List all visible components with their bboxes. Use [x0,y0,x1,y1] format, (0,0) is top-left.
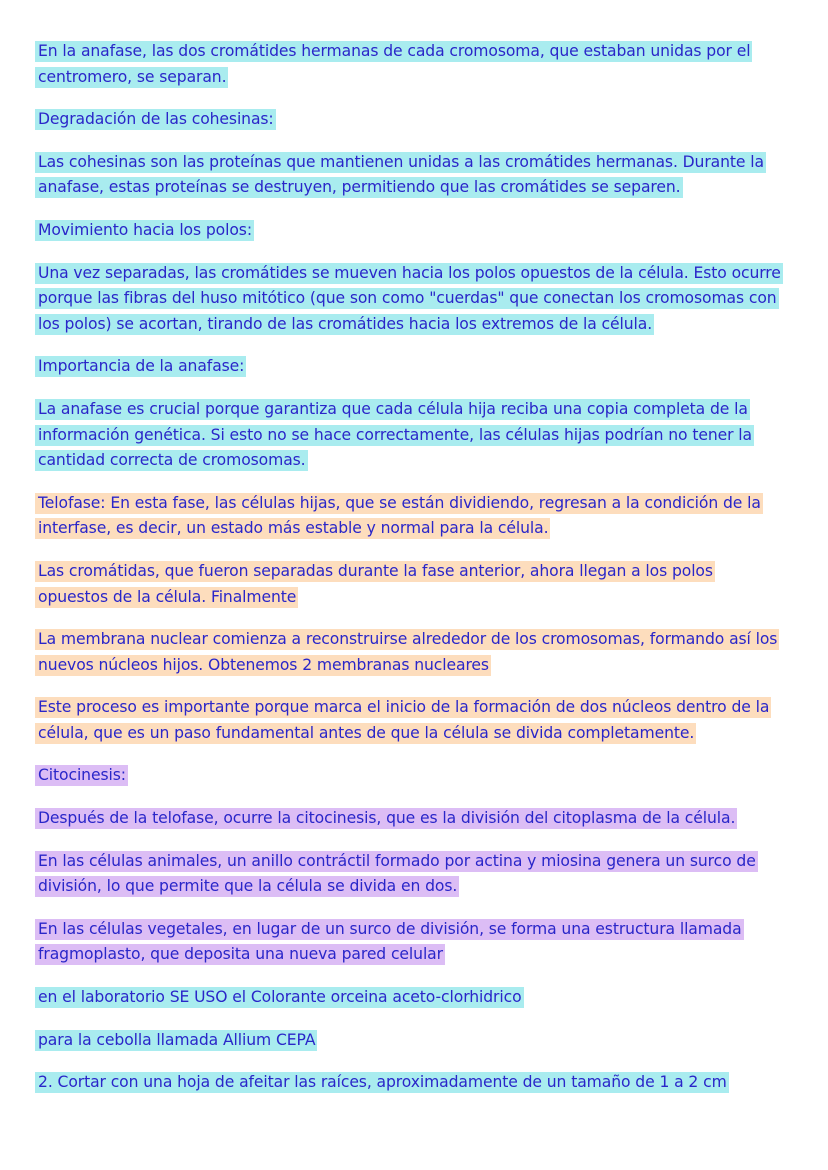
heading-movimiento-polos [35,218,805,244]
paragraph-citocinesis [35,806,805,832]
text-line: Telofase: En esta fase, las células hijas, que se están dividiendo, regresan a la condición de la [35,493,763,514]
paragraph-laboratorio-colorante [35,985,805,1011]
text-line: división, lo que permite que la célula se divida en dos. [35,876,459,897]
text-line: 2. Cortar con una hoja de afeitar las raíces, aproximadamente de un tamaño de 1 a 2 cm [35,1072,729,1093]
paragraph-cohesinas [35,150,805,201]
paragraph-celulas-animales [35,849,805,900]
text-line: En las células animales, un anillo contráctil formado por actina y miosina genera un surco de [35,851,758,872]
text-line: Las cohesinas son las proteínas que mantienen unidas a las cromátides hermanas. Durante la [35,152,766,173]
text-line: cantidad correcta de cromosomas. [35,450,308,471]
text-line: opuestos de la célula. Finalmente [35,587,298,608]
paragraph-cromatidas [35,559,805,610]
text-line: los polos) se acortan, tirando de las cromátides hacia los extremos de la célula. [35,314,654,335]
text-line: Movimiento hacia los polos: [35,220,254,241]
paragraph-importancia [35,397,805,474]
text-line: para la cebolla llamada Allium CEPA [35,1030,317,1051]
paragraph-anafase-intro [35,39,805,90]
text-line: Las cromátidas, que fueron separadas durante la fase anterior, ahora llegan a los polos [35,561,715,582]
text-line: La membrana nuclear comienza a reconstruirse alrededor de los cromosomas, formando así los [35,629,779,650]
text-line: Este proceso es importante porque marca el inicio de la formación de dos núcleos dentro de la [35,697,771,718]
text-line: nuevos núcleos hijos. Obtenemos 2 membranas nucleares [35,655,491,676]
text-line: Degradación de las cohesinas: [35,109,276,130]
document-page [35,39,805,1113]
text-line: centromero, se separan. [35,67,228,88]
paragraph-celulas-vegetales [35,917,805,968]
text-line: Una vez separadas, las cromátides se mueven hacia los polos opuestos de la célula. Esto ocurre [35,263,783,284]
paragraph-cebolla [35,1028,805,1054]
text-line: anafase, estas proteínas se destruyen, permitiendo que las cromátides se separen. [35,177,683,198]
text-line: Después de la telofase, ocurre la citocinesis, que es la división del citoplasma de la célula. [35,808,737,829]
text-line: en el laboratorio SE USO el Colorante orceina aceto-clorhidrico [35,987,524,1008]
paragraph-proceso-importante [35,695,805,746]
text-line: fragmoplasto, que deposita una nueva pared celular [35,944,445,965]
paragraph-cortar-raices [35,1070,805,1096]
heading-degradacion-cohesinas [35,107,805,133]
heading-importancia-anafase [35,354,805,380]
text-line: célula, que es un paso fundamental antes de que la célula se divida completamente. [35,723,696,744]
text-line: información genética. Si esto no se hace correctamente, las células hijas podrían no tener la [35,425,754,446]
text-line: Importancia de la anafase: [35,356,246,377]
paragraph-membrana-nuclear [35,627,805,678]
text-line: porque las fibras del huso mitótico (que son como "cuerdas" que conectan los cromosomas con [35,288,779,309]
text-line: En la anafase, las dos cromátides hermanas de cada cromosoma, que estaban unidas por el [35,41,752,62]
text-line: La anafase es crucial porque garantiza que cada célula hija reciba una copia completa de la [35,399,750,420]
heading-citocinesis [35,763,805,789]
text-line: interfase, es decir, un estado más estable y normal para la célula. [35,518,550,539]
paragraph-telofase [35,491,805,542]
text-line: En las células vegetales, en lugar de un surco de división, se forma una estructura llamada [35,919,744,940]
paragraph-movimiento [35,261,805,338]
text-line: Citocinesis: [35,765,128,786]
